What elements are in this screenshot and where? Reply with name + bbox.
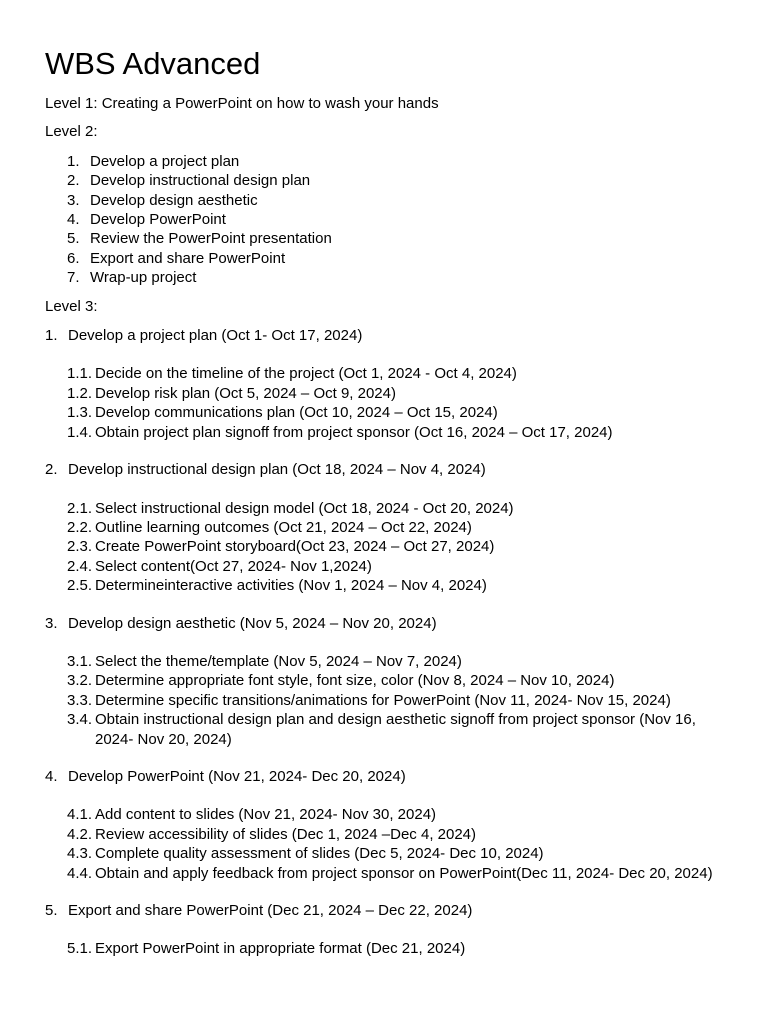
- subtask-number: 1.3.: [67, 404, 93, 422]
- section-title: Export and share PowerPoint (Dec 21, 2024 – Dec 22, 2024): [68, 902, 473, 919]
- section-heading: [45, 767, 735, 786]
- section-heading: [45, 614, 735, 633]
- subtask-item: [45, 671, 735, 690]
- subtask-number: 2.4.: [67, 557, 93, 575]
- level3-section: [45, 901, 735, 959]
- subtask-item: [45, 403, 735, 422]
- level2-item: [45, 249, 735, 268]
- level2-item-text: Develop PowerPoint: [90, 211, 226, 229]
- level2-item: [45, 152, 735, 171]
- level2-item: [45, 191, 735, 210]
- subtask-item: [45, 652, 735, 671]
- subtask-number: 3.2.: [67, 672, 93, 690]
- subtask-number: 4.2.: [67, 825, 93, 843]
- level2-item-text: Review the PowerPoint presentation: [90, 230, 332, 248]
- subtask-item: [45, 710, 735, 749]
- subtask-text: Determine specific transitions/animations for PowerPoint (Nov 11, 2024- Nov 15, 2024): [95, 691, 671, 709]
- level2-item-text: Develop design aesthetic: [90, 191, 258, 209]
- level2-item-number: 1.: [67, 152, 80, 170]
- subtask-number: 4.1.: [67, 806, 93, 824]
- subtask-item: [45, 384, 735, 403]
- subtask-number: 4.3.: [67, 845, 93, 863]
- level3-section: [45, 326, 735, 442]
- level2-item: [45, 171, 735, 190]
- subtask-text: Obtain and apply feedback from project sponsor on PowerPoint(Dec 11, 2024- Dec 20, 2024): [95, 864, 713, 882]
- subtask-item: [45, 576, 735, 595]
- section-heading: [45, 326, 735, 345]
- level2-item-number: 5.: [67, 230, 80, 248]
- subtask-text: Determineinteractive activities (Nov 1, 2024 – Nov 4, 2024): [95, 577, 487, 595]
- document-page: [45, 44, 735, 959]
- subtask-list: [45, 805, 735, 883]
- level3-label: Level 3:: [45, 297, 98, 315]
- level2-list: [45, 152, 735, 288]
- level2-item-number: 4.: [67, 211, 80, 229]
- subtask-text: Decide on the timeline of the project (Oct 1, 2024 - Oct 4, 2024): [95, 365, 517, 383]
- subtask-text: Obtain project plan signoff from project sponsor (Oct 16, 2024 – Oct 17, 2024): [95, 423, 613, 441]
- level1-text: Level 1: Creating a PowerPoint on how to wash your hands: [45, 95, 439, 112]
- subtask-item: [45, 844, 735, 863]
- level2-item: [45, 210, 735, 229]
- level2-item-number: 7.: [67, 269, 80, 287]
- subtask-item: [45, 825, 735, 844]
- subtask-text: Determine appropriate font style, font size, color (Nov 8, 2024 – Nov 10, 2024): [95, 672, 615, 690]
- section-heading: [45, 460, 735, 479]
- subtask-number: 2.2.: [67, 518, 93, 536]
- level2-item-number: 2.: [67, 172, 80, 190]
- subtask-item: [45, 423, 735, 442]
- subtask-item: [45, 537, 735, 556]
- section-title: Develop instructional design plan (Oct 18, 2024 – Nov 4, 2024): [68, 461, 486, 479]
- subtask-list: [45, 499, 735, 596]
- subtask-text: Develop communications plan (Oct 10, 2024 – Oct 15, 2024): [95, 404, 498, 422]
- subtask-number: 4.4.: [67, 864, 93, 882]
- subtask-item: [45, 499, 735, 518]
- section-number: 5.: [45, 902, 58, 919]
- subtask-text: Outline learning outcomes (Oct 21, 2024 – Oct 22, 2024): [95, 518, 472, 536]
- subtask-item: [45, 364, 735, 383]
- subtask-text: Select content(Oct 27, 2024- Nov 1,2024): [95, 557, 372, 575]
- level2-label: Level 2:: [45, 123, 98, 141]
- subtask-list: [45, 939, 735, 958]
- subtask-item: [45, 939, 735, 958]
- level2-item: [45, 268, 735, 287]
- subtask-text: Select instructional design model (Oct 18, 2024 - Oct 20, 2024): [95, 499, 514, 517]
- level3-section: [45, 460, 735, 595]
- section-number: 4.: [45, 767, 58, 785]
- level2-item-text: Export and share PowerPoint: [90, 249, 286, 267]
- subtask-list: [45, 364, 735, 442]
- level2-item: [45, 229, 735, 248]
- subtask-text: Select the theme/template (Nov 5, 2024 – Nov 7, 2024): [95, 652, 462, 670]
- subtask-number: 3.3.: [67, 691, 93, 709]
- subtask-text: Create PowerPoint storyboard(Oct 23, 2024 – Oct 27, 2024): [95, 538, 495, 556]
- section-title: Develop design aesthetic (Nov 5, 2024 – Nov 20, 2024): [68, 614, 437, 632]
- subtask-number: 2.3.: [67, 538, 93, 556]
- subtask-number: 1.4.: [67, 423, 93, 441]
- level2-item-text: Develop a project plan: [90, 152, 240, 170]
- level3-section: [45, 767, 735, 883]
- subtask-number: 3.1.: [67, 652, 93, 670]
- section-heading: [45, 901, 735, 920]
- subtask-item: [45, 518, 735, 537]
- document-title: WBS Advanced: [45, 46, 261, 81]
- subtask-text: Export PowerPoint in appropriate format (Dec 21, 2024): [95, 940, 466, 958]
- level2-item-text: Wrap-up project: [90, 269, 197, 287]
- subtask-number: 1.2.: [67, 384, 93, 402]
- section-number: 1.: [45, 327, 58, 345]
- section-number: 3.: [45, 614, 58, 632]
- subtask-item: [45, 557, 735, 576]
- section-title: Develop a project plan (Oct 1- Oct 17, 2024): [68, 327, 363, 345]
- subtask-number: 1.1.: [67, 365, 93, 383]
- subtask-list: [45, 652, 735, 749]
- subtask-number: 2.1.: [67, 499, 93, 517]
- level2-item-text: Develop instructional design plan: [90, 172, 311, 190]
- subtask-number: 5.1.: [67, 940, 93, 958]
- subtask-text: Develop risk plan (Oct 5, 2024 – Oct 9, 2024): [95, 384, 396, 402]
- subtask-number: 2.5.: [67, 577, 93, 595]
- subtask-item: [45, 805, 735, 824]
- subtask-text: Review accessibility of slides (Dec 1, 2024 –Dec 4, 2024): [95, 825, 477, 843]
- subtask-item: [45, 864, 735, 883]
- level2-item-number: 3.: [67, 191, 80, 209]
- level3-section: [45, 614, 735, 749]
- subtask-item: [45, 691, 735, 710]
- subtask-text: Add content to slides (Nov 21, 2024- Nov 30, 2024): [95, 806, 437, 824]
- section-title: Develop PowerPoint (Nov 21, 2024- Dec 20, 2024): [68, 767, 406, 785]
- section-number: 2.: [45, 461, 58, 479]
- subtask-number: 3.4.: [67, 711, 93, 729]
- subtask-text: Complete quality assessment of slides (Dec 5, 2024- Dec 10, 2024): [95, 845, 544, 863]
- level2-item-number: 6.: [67, 249, 80, 267]
- subtask-text: Obtain instructional design plan and design aesthetic signoff from project sponsor (Nov 16, 2024- Nov 20, 2024): [95, 711, 696, 748]
